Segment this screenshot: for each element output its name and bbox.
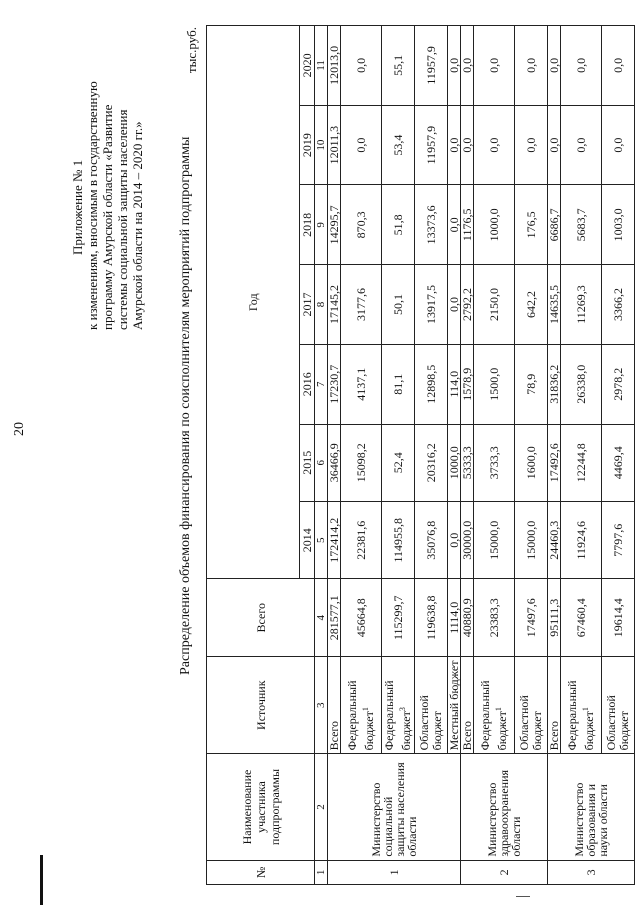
year-value: 26338,0 bbox=[561, 344, 602, 424]
source-cell bbox=[341, 656, 382, 753]
year-value: 2978,2 bbox=[602, 344, 635, 424]
total-value: 95111,3 bbox=[548, 579, 561, 656]
col-number: 10 bbox=[315, 105, 328, 185]
col-number: 2 bbox=[315, 754, 328, 860]
source-cell bbox=[561, 656, 602, 753]
col-number: 1 bbox=[315, 860, 328, 884]
year-value: 51,8 bbox=[382, 185, 415, 265]
year-value: 3366,2 bbox=[602, 265, 635, 345]
source-label: Федеральный бюджет bbox=[565, 680, 596, 751]
year-value: 0,0 bbox=[448, 185, 461, 265]
year-value: 14635,5 bbox=[548, 265, 561, 345]
source-label: Областной бюджет bbox=[517, 695, 544, 751]
year-value: 53,4 bbox=[382, 105, 415, 185]
col-number: 9 bbox=[315, 185, 328, 265]
col-number: 6 bbox=[315, 424, 328, 501]
year-value: 0,0 bbox=[602, 26, 635, 106]
year-value: 0,0 bbox=[341, 105, 382, 185]
year-value: 4137,1 bbox=[341, 344, 382, 424]
total-value: 23383,3 bbox=[474, 579, 515, 656]
year-value: 31836,2 bbox=[548, 344, 561, 424]
year-value: 0,0 bbox=[474, 26, 515, 106]
source-cell bbox=[415, 656, 448, 753]
year-value: 0,0 bbox=[448, 26, 461, 106]
year-value: 0,0 bbox=[515, 105, 548, 185]
year-value: 1600,0 bbox=[515, 424, 548, 501]
scan-edge-line bbox=[40, 855, 43, 905]
year-value: 17492,6 bbox=[548, 424, 561, 501]
total-value: 115299,7 bbox=[382, 579, 415, 656]
source-label: Федеральный бюджет bbox=[345, 680, 376, 751]
header-year-2014: 2014 bbox=[300, 502, 315, 579]
header-year: Год bbox=[207, 26, 300, 580]
appendix-line: к изменениям, вносимым в государственную bbox=[85, 81, 100, 330]
source-cell bbox=[448, 656, 461, 753]
col-number: 5 bbox=[315, 502, 328, 579]
total-value: 281577,1 bbox=[328, 579, 341, 656]
header-source: Источник bbox=[207, 656, 315, 753]
year-value: 50,1 bbox=[382, 265, 415, 345]
year-value: 13373,6 bbox=[415, 185, 448, 265]
year-value: 1578,9 bbox=[461, 344, 474, 424]
participant-name: Министерство социальной защиты населения области bbox=[328, 754, 461, 860]
year-value: 114,0 bbox=[448, 344, 461, 424]
row-number: 1 bbox=[328, 860, 461, 884]
year-value: 1000,0 bbox=[448, 424, 461, 501]
year-value: 7797,6 bbox=[602, 502, 635, 579]
total-value: 45664,8 bbox=[341, 579, 382, 656]
column-number-row bbox=[315, 26, 328, 885]
year-value: 5333,3 bbox=[461, 424, 474, 501]
year-value: 176,5 bbox=[515, 185, 548, 265]
year-value: 17145,2 bbox=[328, 265, 341, 345]
participant-name: Министерство здравоохранения области bbox=[461, 754, 548, 860]
col-number: 3 bbox=[315, 656, 328, 753]
year-value: 11957,9 bbox=[415, 26, 448, 106]
footnote-mark: 1 bbox=[361, 707, 370, 712]
year-value: 52,4 bbox=[382, 424, 415, 501]
year-value: 1003,0 bbox=[602, 185, 635, 265]
source-label: Федеральный бюджет bbox=[478, 680, 509, 751]
year-value: 0,0 bbox=[448, 502, 461, 579]
source-label: Всего bbox=[327, 720, 341, 751]
year-value: 30000,0 bbox=[461, 502, 474, 579]
appendix-line: системы социальной защиты населения bbox=[115, 109, 130, 330]
year-value: 642,2 bbox=[515, 265, 548, 345]
year-value: 6686,7 bbox=[548, 185, 561, 265]
source-cell bbox=[602, 656, 635, 753]
table-row bbox=[548, 26, 561, 885]
source-cell bbox=[328, 656, 341, 753]
year-value: 3733,3 bbox=[474, 424, 515, 501]
total-value: 19614,4 bbox=[602, 579, 635, 656]
source-label: Областной бюджет bbox=[417, 695, 444, 751]
year-value: 1500,0 bbox=[474, 344, 515, 424]
source-label: Областной бюджет bbox=[604, 695, 631, 751]
year-value: 78,9 bbox=[515, 344, 548, 424]
source-label: Федеральный бюджет bbox=[382, 680, 413, 751]
col-number: 8 bbox=[315, 265, 328, 345]
year-value: 20316,2 bbox=[415, 424, 448, 501]
participant-name: Министерство образования и науки области bbox=[548, 754, 635, 860]
row-number: 2 bbox=[461, 860, 548, 884]
year-value: 1176,5 bbox=[461, 185, 474, 265]
year-value: 12011,3 bbox=[328, 105, 341, 185]
footnote-mark: 1 bbox=[494, 707, 503, 712]
year-value: 17230,7 bbox=[328, 344, 341, 424]
year-value: 1000,0 bbox=[474, 185, 515, 265]
year-value: 0,0 bbox=[461, 105, 474, 185]
year-value: 12898,5 bbox=[415, 344, 448, 424]
header-row bbox=[207, 26, 300, 885]
year-value: 172414,2 bbox=[328, 502, 341, 579]
year-value: 0,0 bbox=[561, 26, 602, 106]
year-value: 22381,6 bbox=[341, 502, 382, 579]
units-label: тыс.руб. bbox=[184, 27, 199, 73]
year-value: 13917,5 bbox=[415, 265, 448, 345]
header-participant: Наименование участника подпрограммы bbox=[207, 754, 315, 860]
year-value: 55,1 bbox=[382, 26, 415, 106]
footnote-mark: 1 bbox=[581, 707, 590, 712]
header-total: Всего bbox=[207, 579, 315, 656]
year-value: 0,0 bbox=[448, 105, 461, 185]
year-value: 0,0 bbox=[474, 105, 515, 185]
year-value: 2792,2 bbox=[461, 265, 474, 345]
header-year-2017: 2017 bbox=[300, 265, 315, 345]
table-row bbox=[461, 26, 474, 885]
year-value: 35076,8 bbox=[415, 502, 448, 579]
source-label: Всего bbox=[547, 720, 561, 751]
year-value: 15098,2 bbox=[341, 424, 382, 501]
year-value: 4469,4 bbox=[602, 424, 635, 501]
source-cell bbox=[515, 656, 548, 753]
header-year-2020: 2020 bbox=[300, 26, 315, 106]
row-number: 3 bbox=[548, 860, 635, 884]
appendix-block bbox=[70, 50, 145, 330]
year-value: 36466,9 bbox=[328, 424, 341, 501]
appendix-line: программу Амурской области «Развитие bbox=[100, 104, 115, 330]
total-value: 1114,0 bbox=[448, 579, 461, 656]
header-year-2019: 2019 bbox=[300, 105, 315, 185]
year-value: 24460,3 bbox=[548, 502, 561, 579]
year-value: 0,0 bbox=[448, 265, 461, 345]
year-value: 15000,0 bbox=[515, 502, 548, 579]
year-value: 0,0 bbox=[515, 26, 548, 106]
total-value: 17497,6 bbox=[515, 579, 548, 656]
year-value: 14295,7 bbox=[328, 185, 341, 265]
year-value: 11269,3 bbox=[561, 265, 602, 345]
source-label: Всего bbox=[460, 720, 474, 751]
year-value: 12013,0 bbox=[328, 26, 341, 106]
source-cell bbox=[382, 656, 415, 753]
year-value: 3177,6 bbox=[341, 265, 382, 345]
header-no: № bbox=[207, 860, 315, 884]
col-number: 4 bbox=[315, 579, 328, 656]
header-year-2018: 2018 bbox=[300, 185, 315, 265]
year-value: 11957,9 bbox=[415, 105, 448, 185]
year-value: 81,1 bbox=[382, 344, 415, 424]
year-value: 2150,0 bbox=[474, 265, 515, 345]
table-row bbox=[328, 26, 341, 885]
header-year-2015: 2015 bbox=[300, 424, 315, 501]
year-value: 12244,8 bbox=[561, 424, 602, 501]
year-value: 0,0 bbox=[341, 26, 382, 106]
source-cell bbox=[548, 656, 561, 753]
total-value: 40880,9 bbox=[461, 579, 474, 656]
year-value: 0,0 bbox=[548, 105, 561, 185]
year-value: 0,0 bbox=[548, 26, 561, 106]
year-value: 11924,6 bbox=[561, 502, 602, 579]
source-cell bbox=[461, 656, 474, 753]
footnote-mark: 3 bbox=[398, 707, 407, 712]
total-value: 119638,8 bbox=[415, 579, 448, 656]
financing-table bbox=[206, 25, 635, 885]
appendix-line: Амурской области на 2014 – 2020 гг.» bbox=[130, 121, 145, 330]
table-body bbox=[207, 26, 635, 885]
year-value: 870,3 bbox=[341, 185, 382, 265]
scan-mark bbox=[516, 896, 530, 897]
page-number: 20 bbox=[12, 422, 27, 436]
total-value: 67460,4 bbox=[561, 579, 602, 656]
col-number: 7 bbox=[315, 344, 328, 424]
year-value: 0,0 bbox=[602, 105, 635, 185]
year-value: 0,0 bbox=[461, 26, 474, 106]
year-value: 114955,8 bbox=[382, 502, 415, 579]
source-cell bbox=[474, 656, 515, 753]
appendix-title: Приложение № 1 bbox=[70, 159, 85, 255]
year-value: 0,0 bbox=[561, 105, 602, 185]
year-value: 5683,7 bbox=[561, 185, 602, 265]
col-number: 11 bbox=[315, 26, 328, 106]
header-year-2016: 2016 bbox=[300, 344, 315, 424]
year-value: 15000,0 bbox=[474, 502, 515, 579]
document-title: Распределение объемов финансирования по соисполнителям мероприятий подпрограммы bbox=[178, 136, 193, 675]
source-label: Местный бюджет bbox=[447, 660, 461, 751]
